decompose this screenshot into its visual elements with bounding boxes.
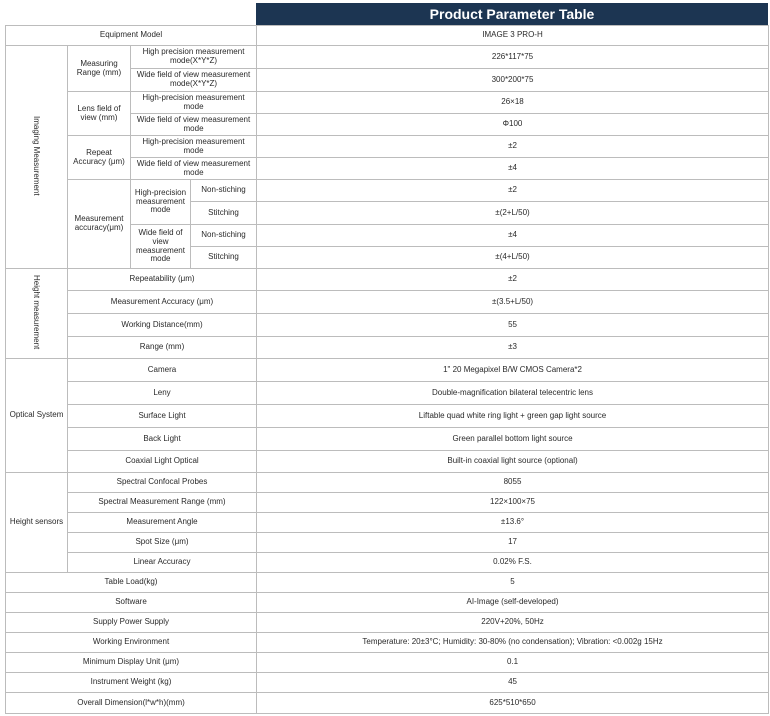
value-cell: 8055 [257,473,769,493]
value-cell: 0.02% F.S. [257,553,769,573]
value-cell: Temperature: 20±3°C; Humidity: 30-80% (no condensation); Vibration: <0.002g 15Hz [257,633,769,653]
value-cell: ±(2+L/50) [257,202,769,225]
row-label: Back Light [68,428,257,451]
table-row [6,553,769,573]
value-cell: 220V+20%, 50Hz [257,613,769,633]
row-label: Working Distance(mm) [68,314,257,337]
value-cell: Φ100 [257,114,769,136]
sub-mode-label: Non-stiching [191,225,257,247]
table-row [6,136,769,158]
row-label: Working Environment [6,633,257,653]
table-row [6,26,769,46]
value-cell: ±2 [257,180,769,202]
table-row [6,451,769,473]
row-label: Spot Size (μm) [68,533,257,553]
equipment-model-label: Equipment Model [6,26,257,46]
parameter-table [5,25,769,714]
value-cell: Built-in coaxial light source (optional) [257,451,769,473]
row-label: Software [6,593,257,613]
mode-label: Wide field of view measurement mode [131,158,257,180]
value-cell: 5 [257,573,769,593]
sub-mode-label: Stitching [191,247,257,269]
mode-label: High-precision measurement mode [131,180,191,225]
table-row [6,673,769,693]
value-cell: 122×100×75 [257,493,769,513]
table-row [6,513,769,533]
value-cell: ±4 [257,158,769,180]
group-label: Height measurement [32,275,41,350]
group-height-measurement [6,269,68,359]
value-cell: 226*117*75 [257,46,769,69]
table-row [6,291,769,314]
value-cell: 45 [257,673,769,693]
table-row [6,269,769,291]
table-row [6,493,769,513]
row-label: Coaxial Light Optical [68,451,257,473]
value-cell: ±(4+L/50) [257,247,769,269]
table-row [6,428,769,451]
repeat-accuracy-label: Repeat Accuracy (μm) [68,136,131,180]
table-row [6,593,769,613]
table-row [6,633,769,653]
value-cell: Double-magnification bilateral telecentric lens [257,382,769,405]
row-label: Supply Power Supply [6,613,257,633]
group-imaging-measurement [6,46,68,269]
sub-mode-label: Stitching [191,202,257,225]
value-cell: 1" 20 Megapixel B/W CMOS Camera*2 [257,359,769,382]
group-label: Imaging Measurement [32,115,41,196]
mode-label: Wide field of view measurement mode(X*Y*Z) [131,69,257,92]
row-label: Measurement Accuracy (μm) [68,291,257,314]
table-row [6,359,769,382]
value-cell: AI-Image (self-developed) [257,593,769,613]
row-label: Measurement Angle [68,513,257,533]
lens-field-label: Lens field of view (mm) [68,92,131,136]
row-label: Overall Dimension(l*w*h)(mm) [6,693,257,714]
row-label: Range (mm) [68,337,257,359]
row-label: Table Load(kg) [6,573,257,593]
group-height-sensors: Height sensors [6,473,68,573]
row-label: Camera [68,359,257,382]
table-row [6,693,769,714]
group-optical-system: Optical System [6,359,68,473]
row-label: Minimum Display Unit (μm) [6,653,257,673]
table-row [6,46,769,69]
row-label: Spectral Measurement Range (mm) [68,493,257,513]
row-label: Spectral Confocal Probes [68,473,257,493]
table-row [6,382,769,405]
value-cell: ±13.6° [257,513,769,533]
value-cell: ±2 [257,269,769,291]
table-row [6,473,769,493]
table-row [6,405,769,428]
table-row [6,180,769,202]
table-row [6,92,769,114]
value-cell: Liftable quad white ring light + green gap light source [257,405,769,428]
table-row [6,653,769,673]
value-cell: 55 [257,314,769,337]
mode-label: High precision measurement mode(X*Y*Z) [131,46,257,69]
mode-label: High-precision measurement mode [131,136,257,158]
table-row [6,573,769,593]
mode-label: Wide field of view measurement mode [131,225,191,269]
table-row [6,613,769,633]
value-cell: 26×18 [257,92,769,114]
row-label: Surface Light [68,405,257,428]
table-row [6,533,769,553]
table-row [6,337,769,359]
mode-label: Wide field of view measurement mode [131,114,257,136]
value-cell: 17 [257,533,769,553]
sub-mode-label: Non-stiching [191,180,257,202]
value-cell: ±(3.5+L/50) [257,291,769,314]
row-label: Repeatability (μm) [68,269,257,291]
measurement-accuracy-label: Measurement accuracy(μm) [68,180,131,269]
row-label: Linear Accuracy [68,553,257,573]
value-cell: ±4 [257,225,769,247]
measuring-range-label: Measuring Range (mm) [68,46,131,92]
value-cell: ±2 [257,136,769,158]
table-title: Product Parameter Table [256,3,768,25]
value-cell: 300*200*75 [257,69,769,92]
value-cell: 0.1 [257,653,769,673]
equipment-model-value: IMAGE 3 PRO-H [257,26,769,46]
value-cell: Green parallel bottom light source [257,428,769,451]
mode-label: High-precision measurement mode [131,92,257,114]
value-cell: 625*510*650 [257,693,769,714]
row-label: Instrument Weight (kg) [6,673,257,693]
table-row [6,314,769,337]
value-cell: ±3 [257,337,769,359]
row-label: Leny [68,382,257,405]
